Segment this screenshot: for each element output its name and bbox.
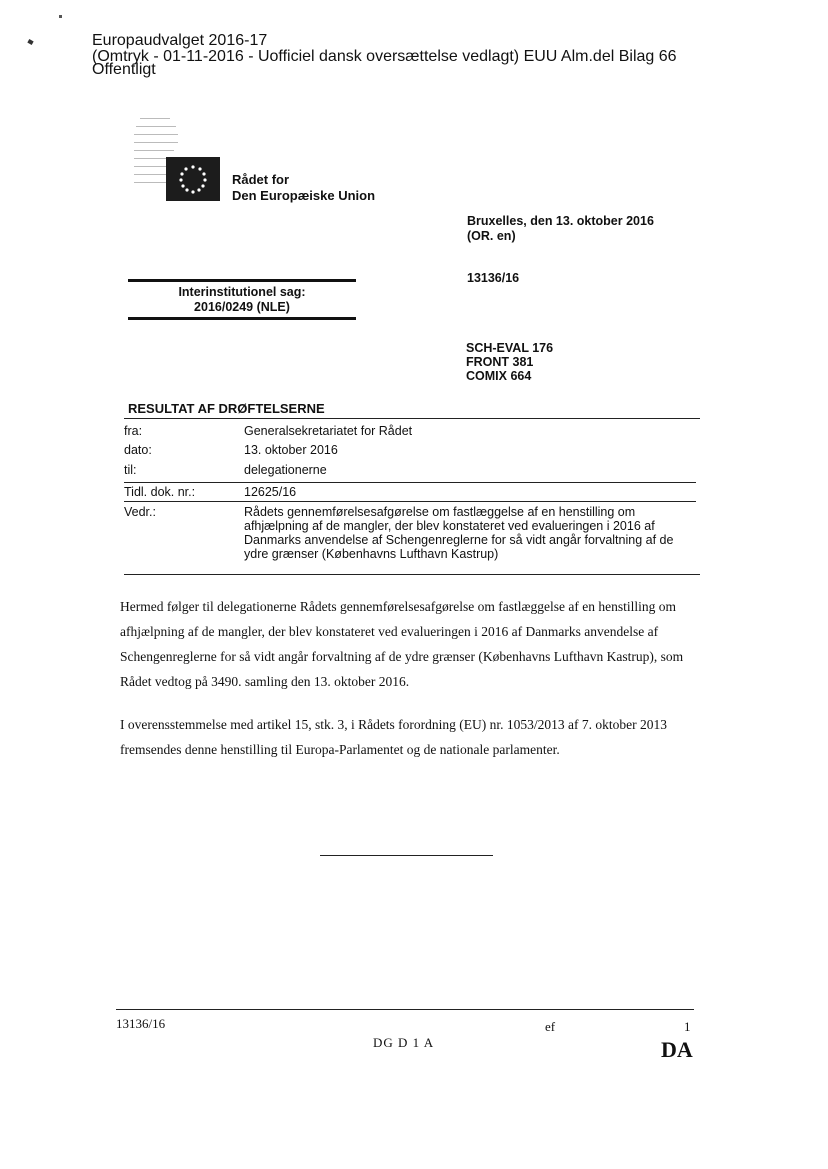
meta-rule-bottom [124, 574, 700, 575]
original-language: (OR. en) [467, 229, 516, 243]
footer-rule [116, 1009, 694, 1010]
case-rule-top [128, 279, 356, 282]
scan-mark [59, 15, 62, 18]
meta-row-divider [124, 501, 696, 502]
meta-label: Vedr.: [124, 505, 156, 519]
meta-label: dato: [124, 443, 152, 457]
issuer-line-1: Rådet for [232, 172, 290, 187]
case-rule-bottom [128, 317, 356, 320]
case-label: Interinstitutionel sag: [178, 285, 306, 299]
code-sch-eval: SCH-EVAL 176 [466, 341, 554, 355]
place-date: Bruxelles, den 13. oktober 2016 [467, 214, 654, 228]
stamp-line-2: (Omtryk - 01-11-2016 - Uofficiel dansk oversættelse vedlagt) EUU Alm.del Bilag 66 [92, 48, 677, 65]
issuer-name [232, 172, 375, 204]
stamp-line-3: Offentligt [92, 61, 156, 78]
issuer-line-2: Den Europæiske Union [232, 188, 376, 203]
case-reference [128, 285, 356, 315]
meta-value: Generalsekretariatet for Rådet [244, 424, 413, 438]
footer-language-code: DA [661, 1037, 693, 1062]
meta-label: til: [124, 463, 137, 477]
body-paragraph: I overensstemmelse med artikel 15, stk. 3, i Rådets forordning (EU) nr. 1053/2013 af 7. oktober 2013 fremsendes denne henstilling til Europa-Parlamentet og de nationale parlamenter. [120, 717, 668, 757]
scan-mark [27, 39, 33, 45]
footer-doc-number: 13136/16 [116, 1016, 166, 1031]
meta-value: delegationerne [244, 463, 327, 477]
meta-value: Rådets gennemførelsesafgørelse om fastlæggelse af en henstilling om afhjælpning af de mangler, der blev konstateret ved evalueringen i 2016 af Danmarks anvendelse af Schengenreglerne for så vidt angår forvaltning af de ydre grænser (Københavns Lufthavn Kastrup) [244, 505, 674, 561]
footer-page-number: 1 [684, 1019, 691, 1034]
case-number: 2016/0249 (NLE) [194, 300, 290, 314]
meta-rule-top [124, 418, 700, 419]
end-separator [320, 855, 493, 856]
eu-flag-icon [166, 157, 220, 201]
metadata-table [124, 422, 696, 582]
footer-department: DG D 1 A [373, 1035, 435, 1050]
footer-initials: ef [545, 1019, 556, 1034]
document-number: 13136/16 [467, 271, 520, 285]
meta-value: 13. oktober 2016 [244, 443, 338, 457]
meta-value: 12625/16 [244, 485, 297, 499]
document-title: RESULTAT AF DRØFTELSERNE [128, 401, 325, 416]
meta-label: Tidl. dok. nr.: [124, 485, 196, 499]
meta-row-divider [124, 482, 696, 483]
body-paragraph: Hermed følger til delegationerne Rådets gennemførelsesafgørelse om fastlæggelse af en henstilling om afhjælpning af de mangler, der blev konstateret ved evalueringen i 2016 af Danmarks anvendelse af Schengenreglerne for så vidt angår forvaltning af de ydre grænser (Københavns Lufthavn Kastrup), som Rådet vedtog på 3490. samling den 13. oktober 2016. [120, 599, 684, 689]
stamp-line-1: Europaudvalget 2016-17 [92, 32, 268, 49]
meta-label: fra: [124, 424, 143, 438]
code-comix: COMIX 664 [466, 369, 532, 383]
code-front: FRONT 381 [466, 355, 534, 369]
